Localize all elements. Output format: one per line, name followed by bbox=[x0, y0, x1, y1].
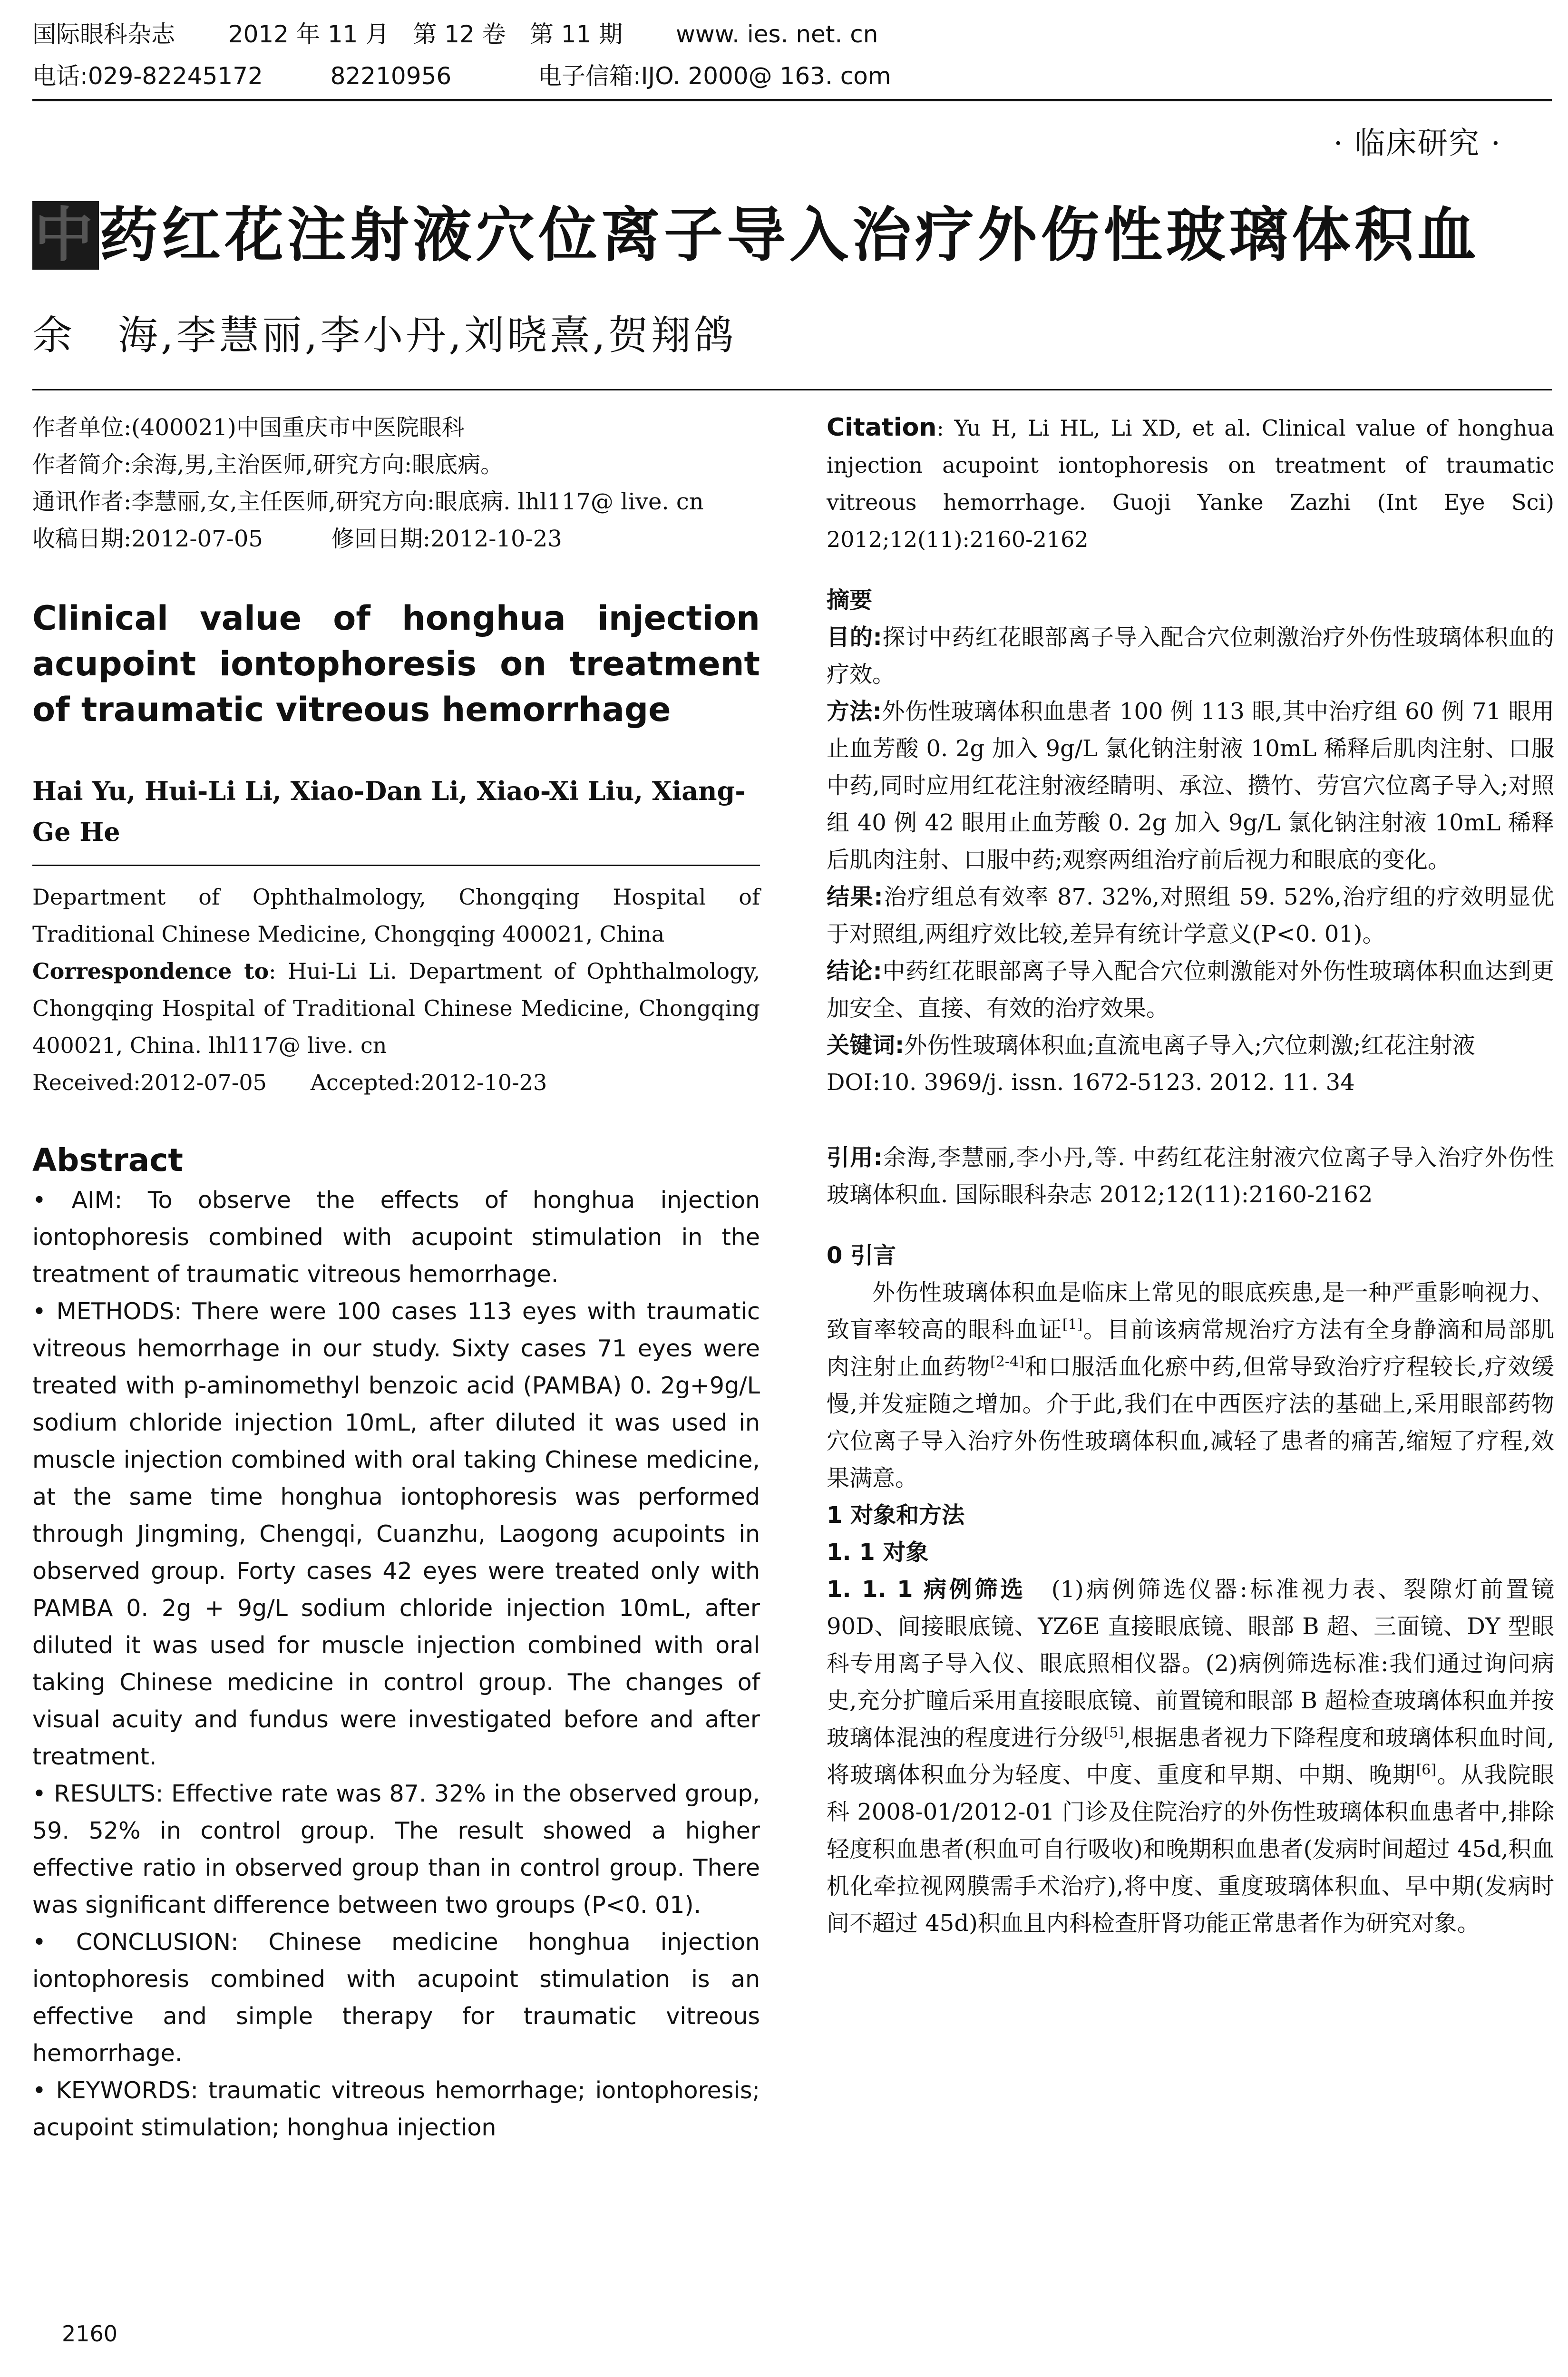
chinese-abstract-heading: 摘要 bbox=[827, 587, 873, 614]
intro-heading: 0 引言 bbox=[827, 1242, 896, 1269]
journal-email[interactable]: 电子信箱:IJO. 2000@ 163. com bbox=[537, 62, 891, 90]
abstract-keywords: • KEYWORDS: traumatic vitreous hemorrhage; iontophoresis; acupoint stimulation; honghua injection bbox=[32, 2077, 760, 2141]
running-header-line1 bbox=[32, 19, 878, 49]
right-column bbox=[827, 409, 1554, 1942]
header-rule bbox=[32, 99, 1552, 101]
citation-cn-text: 余海,李慧丽,李小丹,等. 中药红花注射液穴位离子导入治疗外伤性玻璃体积血. 国际眼科杂志 2012;12(11):2160-2162 bbox=[827, 1144, 1554, 1208]
abstract-purpose bbox=[827, 619, 1554, 693]
method-text: 外伤性玻璃体积血患者 100 例 113 眼,其中治疗组 60 例 71 眼用止血芳酸 0. 2g 加入 9g/L 氯化钠注射液 10mL 稀释后肌肉注射、口服中药,同时应用红花注射液经睛明、承泣、攒竹、劳宫穴位离子导入;对照组 40 例 42 眼用止血芳酸 0. 2g 加入 9g/L 氯化钠注射液 10mL 稀释后肌肉注射、口服中药;观察两组治疗前后视力和眼底的变化。 bbox=[827, 698, 1554, 873]
section-1-1-1-text-a: (1)病例筛选仪器:标准视力表、裂隙灯前置镜 90D、间接眼底镜、YZ6E 直接眼底镜、眼部 B 超、三面镜、DY 型眼科专用离子导入仪、眼底照相仪器。(2)病例筛选标准:我们通过询问病史,充分扩瞳后采用直接眼底镜、前置镜和眼部 B 超检查玻璃体积血并按玻璃体混浊的程度进行分级 bbox=[827, 1576, 1554, 1751]
received-dates-cn: 收稿日期:2012-07-05 修回日期:2012-10-23 bbox=[32, 526, 562, 552]
section-1-1-1-label: 1. 1. 1 病例筛选 bbox=[827, 1576, 1026, 1603]
conclusion-label: 结论: bbox=[827, 958, 882, 984]
correspondence-text: : Hui-Li Li. Department of Ophthalmology, Chongqing Hospital of Traditional Chinese Medicine, Chongqing 400021, China. lhl117@ live. cn bbox=[32, 958, 760, 1058]
abstract-conclusion-cn bbox=[827, 953, 1554, 1027]
citation-cn bbox=[827, 1139, 1554, 1213]
author-affiliation: 作者单位:(400021)中国重庆市中医院眼科 bbox=[32, 414, 465, 441]
section-1-1-heading: 1. 1 对象 bbox=[827, 1539, 929, 1566]
section-1-1-1-text-c: 。从我院眼科 2008-01/2012-01 门诊及住院治疗的外伤性玻璃体积血患者中,排除轻度积血患者(积血可自行吸收)和晚期积血患者(发病时间超过 45d,积血机化牵拉视网膜需手术治疗),将中度、重度玻璃体积血、早中期(发病时间不超过 45d)积血且内科检查肝肾功能正常患者作为研究对象。 bbox=[827, 1762, 1554, 1937]
abstract-method bbox=[827, 693, 1554, 878]
citation-text: : Yu H, Li HL, Li XD, et al. Clinical value of honghua injection acupoint iontophoresis on treatment of traumatic vitreous hemorrhage. Guoji Yanke Zazhi (Int Eye Sci) 2012;12(11):2160-2162 bbox=[827, 415, 1554, 552]
english-department: Department of Ophthalmology, Chongqing Hospital of Traditional Chinese Medicine, Chongqing 400021, China bbox=[32, 884, 760, 947]
result-label: 结果: bbox=[827, 884, 883, 910]
author-bio: 作者简介:余海,男,主治医师,研究方向:眼底病。 bbox=[32, 451, 504, 478]
abstract-conclusion: • CONCLUSION: Chinese medicine honghua injection iontophoresis combined with acupoint stimulation is an effective and simple therapy for traumatic vitreous hemorrhage. bbox=[32, 1929, 760, 2067]
journal-name: 国际眼科杂志 bbox=[32, 20, 175, 48]
conclusion-text: 中药红花眼部离子导入配合穴位刺激能对外伤性玻璃体积血达到更加安全、直接、有效的治疗效果。 bbox=[827, 958, 1554, 1022]
citation-label: Citation bbox=[827, 413, 937, 442]
section-tag: · 临床研究 · bbox=[1333, 126, 1501, 161]
english-correspondence bbox=[32, 953, 760, 1064]
page-number: 2160 bbox=[62, 2321, 118, 2347]
intro-text-b: 。目前该病常规治疗方法有全身静滴和局部肌肉注射止血药物 bbox=[827, 1316, 1554, 1380]
keywords-label: 关键词: bbox=[827, 1032, 905, 1059]
running-header-line2 bbox=[32, 61, 891, 91]
result-text: 治疗组总有效率 87. 32%,对照组 59. 52%,治疗组的疗效明显优于对照组,两组疗效比较,差异有统计学意义(P<0. 01)。 bbox=[827, 884, 1554, 947]
keywords-text: 外伤性玻璃体积血;直流电离子导入;穴位刺激;红花注射液 bbox=[904, 1032, 1475, 1059]
article-title bbox=[32, 200, 1480, 271]
affiliation-rule bbox=[32, 865, 760, 866]
section-1-1-1-text-b: ,根据患者视力下降程度和玻璃体积血时间,将玻璃体积血分为轻度、中度、重度和早期、中期、晚期 bbox=[827, 1724, 1554, 1788]
purpose-text: 探讨中药红花眼部离子导入配合穴位刺激治疗外伤性玻璃体积血的疗效。 bbox=[827, 624, 1554, 688]
citation-cn-label: 引用: bbox=[827, 1144, 883, 1171]
intro-text-c: 和口服活血化瘀中药,但常导致治疗疗程较长,疗效缓慢,并发症随之增加。介于此,我们在中西医疗法的基础上,采用眼部药物穴位离子导入治疗外伤性玻璃体积血,减轻了患者的痛苦,缩短了疗程,效果满意。 bbox=[827, 1354, 1554, 1491]
method-label: 方法: bbox=[827, 698, 882, 725]
intro-text-a: 外伤性玻璃体积血是临床上常见的眼底疾患,是一种严重影响视力、致盲率较高的眼科血证 bbox=[827, 1279, 1554, 1343]
left-column bbox=[32, 409, 760, 2146]
abstract-heading: Abstract bbox=[32, 1142, 183, 1179]
ref-1[interactable]: [1] bbox=[1062, 1316, 1083, 1333]
doi[interactable]: DOI:10. 3969/j. issn. 1672-5123. 2012. 11. 34 bbox=[827, 1069, 1355, 1096]
title-rest: 药红花注射液穴位离子导入治疗外伤性玻璃体积血 bbox=[99, 201, 1480, 270]
phone-number: 电话:029-82245172 bbox=[32, 62, 263, 90]
journal-website[interactable]: www. ies. net. cn bbox=[676, 20, 878, 48]
correspondence-label: Correspondence to bbox=[32, 958, 269, 984]
ref-2[interactable]: [2-4] bbox=[990, 1354, 1024, 1370]
title-rule bbox=[32, 389, 1552, 390]
english-authors: Hai Yu, Hui-Li Li, Xiao-Dan Li, Xiao-Xi Liu, Xiang-Ge He bbox=[32, 776, 746, 847]
abstract-keywords-cn bbox=[827, 1027, 1554, 1064]
abstract-aim: • AIM: To observe the effects of honghua injection iontophoresis combined with acupoint stimulation in the treatment of traumatic vitreous hemorrhage. bbox=[32, 1187, 760, 1288]
ref-6[interactable]: [6] bbox=[1416, 1762, 1437, 1778]
section-1-heading: 1 对象和方法 bbox=[827, 1502, 965, 1529]
title-first-char: 中 bbox=[32, 201, 99, 270]
corresponding-author: 通讯作者:李慧丽,女,主任医师,研究方向:眼底病. lhl117@ live. cn bbox=[32, 488, 704, 515]
abstract-results: • RESULTS: Effective rate was 87. 32% in the observed group, 59. 52% in control group. The result showed a higher effective ratio in observed group than in control group. There was significant difference between two groups (P<0. 01). bbox=[32, 1780, 760, 1919]
intro-paragraph bbox=[827, 1274, 1554, 1497]
ref-5[interactable]: [5] bbox=[1103, 1724, 1124, 1741]
abstract-result bbox=[827, 878, 1554, 953]
english-received-dates: Received:2012-07-05 Accepted:2012-10-23 bbox=[32, 1070, 547, 1095]
section-1-1-1-paragraph bbox=[827, 1571, 1554, 1942]
issue-info: 2012 年 11 月 第 12 卷 第 11 期 bbox=[228, 20, 623, 48]
citation bbox=[827, 409, 1554, 558]
authors-chinese: 余 海,李慧丽,李小丹,刘晓熹,贺翔鸽 bbox=[32, 312, 737, 359]
phone-number-2: 82210956 bbox=[330, 62, 452, 90]
purpose-label: 目的: bbox=[827, 624, 882, 651]
english-title: Clinical value of honghua injection acupoint iontophoresis on treatment of traumatic vitreous hemorrhage bbox=[32, 599, 760, 729]
abstract-methods: • METHODS: There were 100 cases 113 eyes with traumatic vitreous hemorrhage in our study. Sixty cases 71 eyes were treated with p-aminomethyl benzoic acid (PAMBA) 0. 2g+9g/L sodium chloride injection 10mL, after diluted it was used in muscle injection combined with oral taking Chinese medicine, at the same time honghua iontophoresis was performed through Jingming, Chengqi, Cuanzhu, Laogong acupoints in observed group. Forty cases 42 eyes were treated only with PAMBA 0. 2g + 9g/L sodium chloride injection 10mL, after diluted it was used for muscle injection combined with oral taking Chinese medicine in control group. The changes of visual acuity and fundus were investigated before and after treatment. bbox=[32, 1298, 760, 1770]
